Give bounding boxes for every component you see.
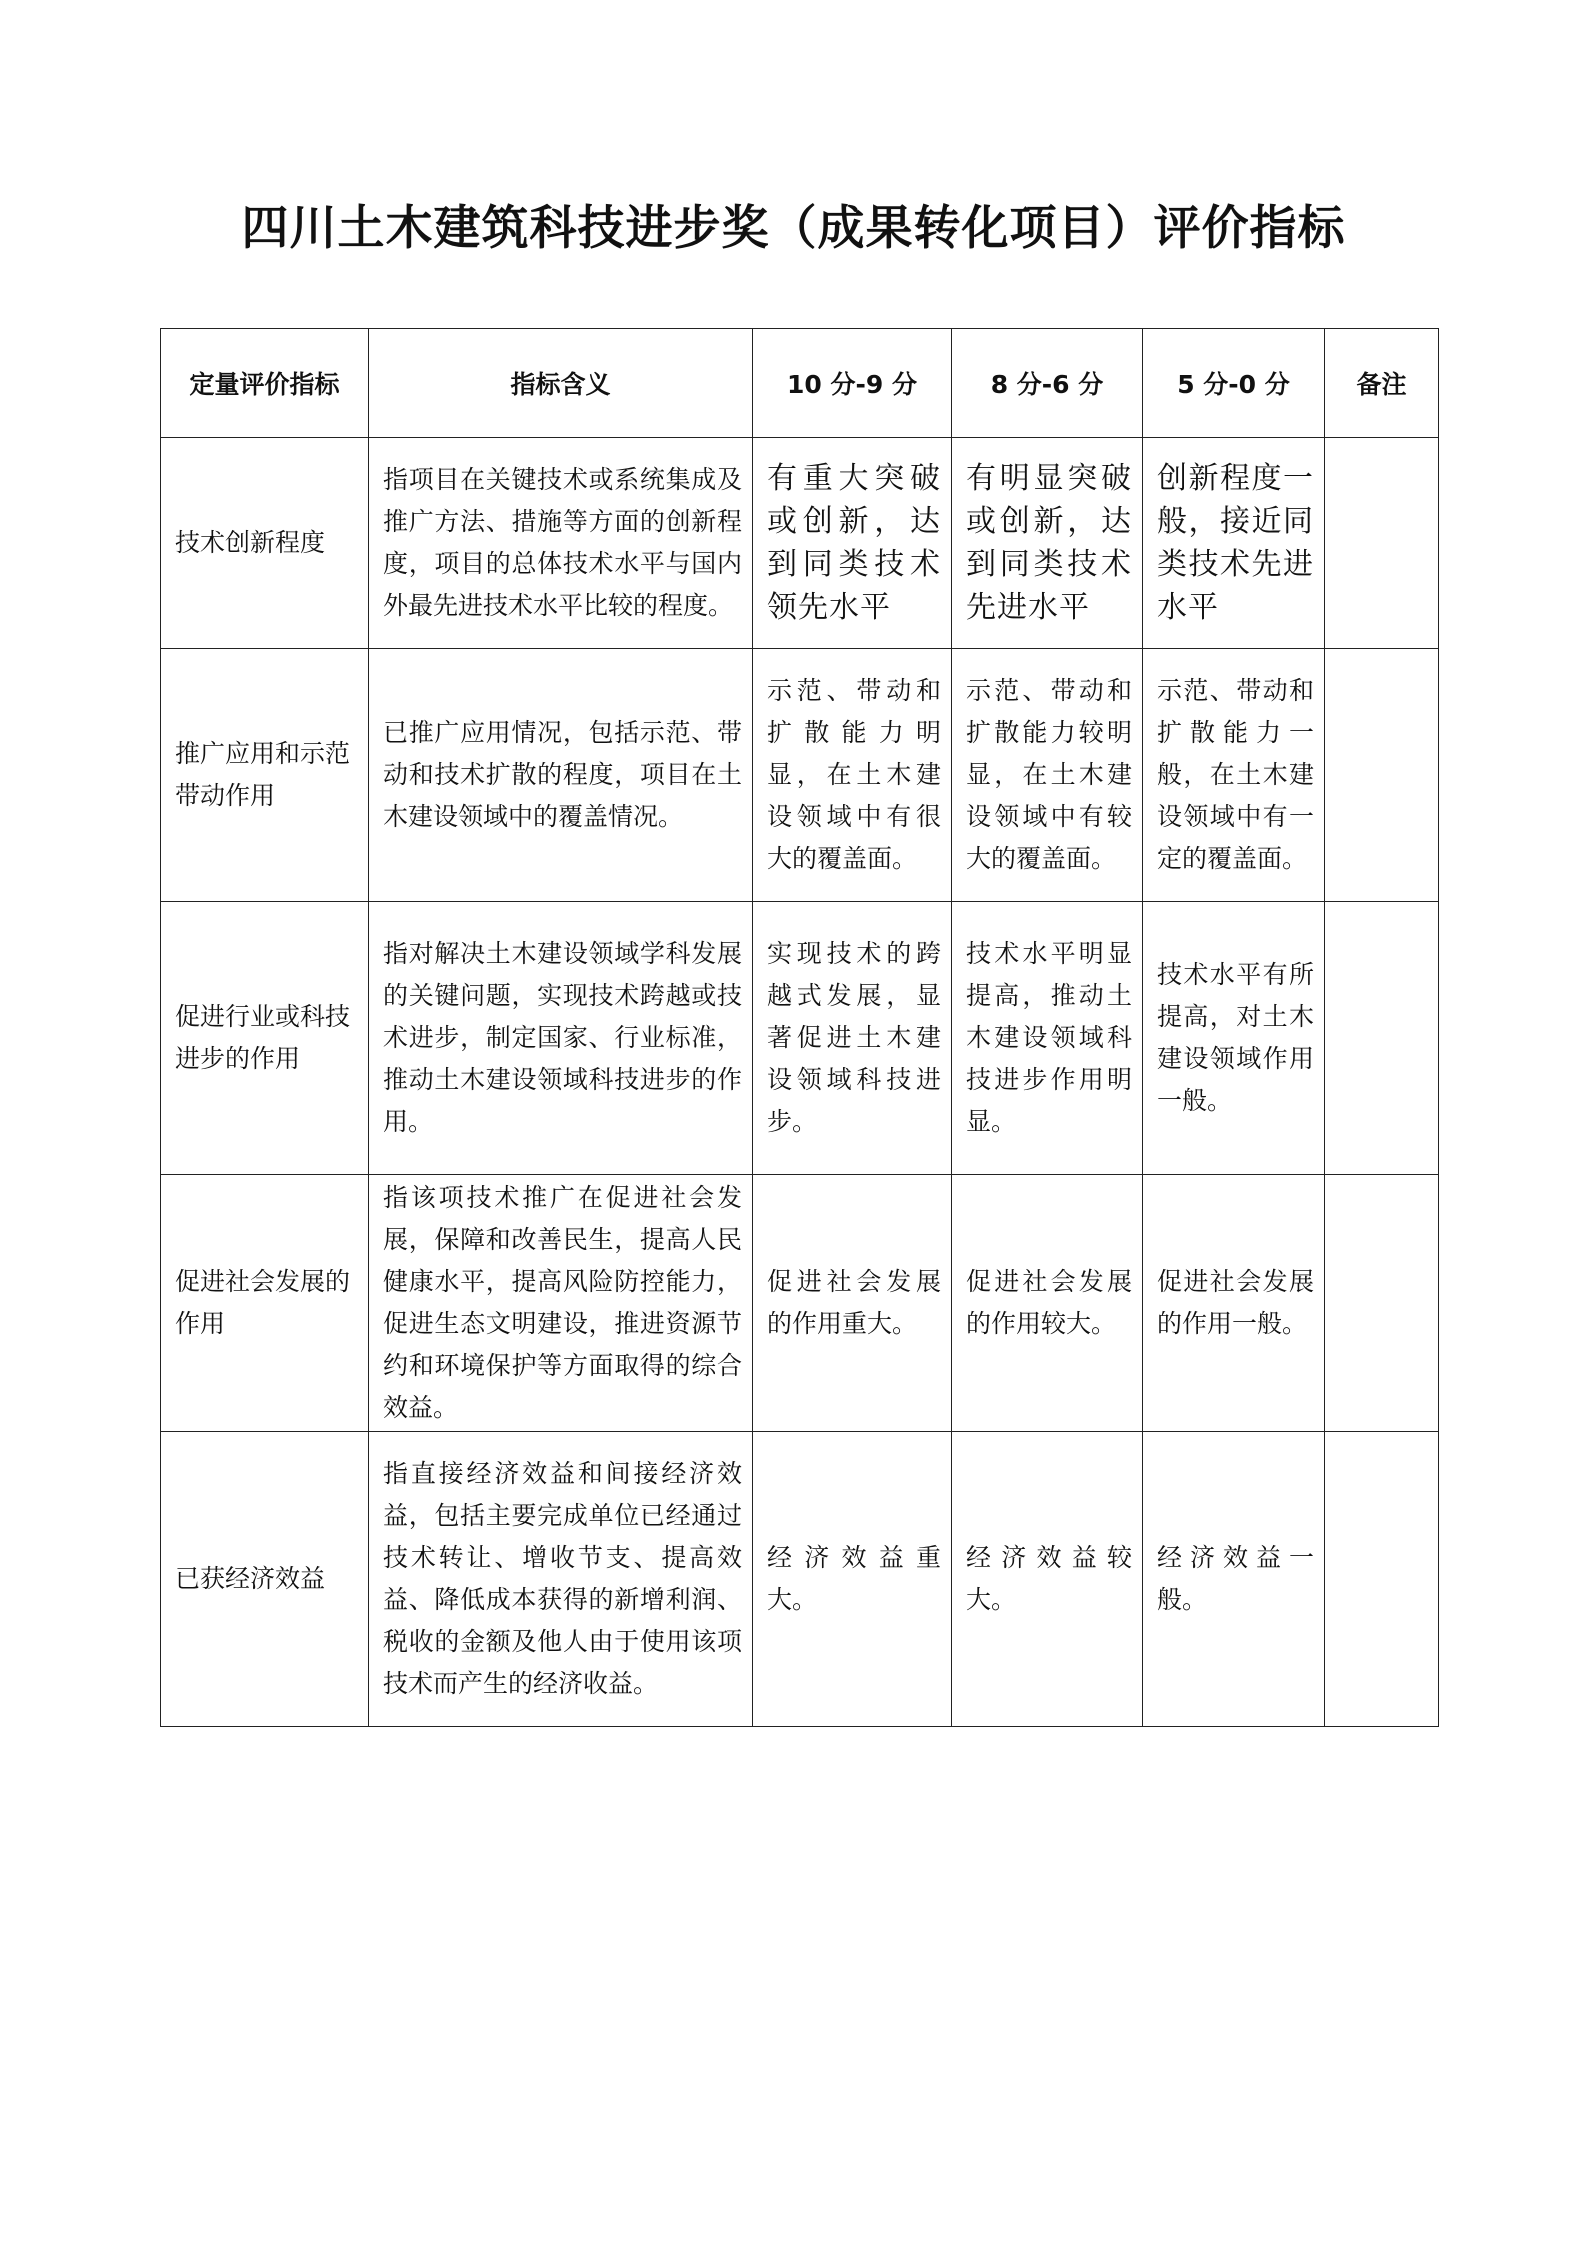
table-row: [161, 902, 1439, 1175]
score-10-9-cell: 有重大突破或创新，达到同类技术领先水平: [753, 438, 952, 649]
table-row: [161, 438, 1439, 649]
score-10-9-cell: 促进社会发展的作用重大。: [753, 1175, 952, 1432]
score-10-9-cell: 经济效益重大。: [753, 1432, 952, 1727]
score-10-9-cell: 示范、带动和扩散能力明显，在土木建设领域中有很大的覆盖面。: [753, 649, 952, 902]
note-cell: [1325, 1432, 1439, 1727]
meaning-cell: 指直接经济效益和间接经济效益，包括主要完成单位已经通过技术转让、增收节支、提高效益、降低成本获得的新增利润、税收的金额及他人由于使用该项技术而产生的经济收益。: [369, 1432, 753, 1727]
meaning-cell: 指该项技术推广在促进社会发展，保障和改善民生，提高人民健康水平，提高风险防控能力，促进生态文明建设，推进资源节约和环境保护等方面取得的综合效益。: [369, 1175, 753, 1432]
note-cell: [1325, 649, 1439, 902]
score-5-0-cell: 技术水平有所提高，对土木建设领域作用一般。: [1143, 902, 1325, 1175]
header-indicator: 定量评价指标: [161, 329, 369, 438]
indicator-cell: 已获经济效益: [161, 1432, 369, 1727]
meaning-cell: 已推广应用情况，包括示范、带动和技术扩散的程度，项目在土木建设领域中的覆盖情况。: [369, 649, 753, 902]
page-title: 四川土木建筑科技进步奖（成果转化项目）评价指标: [241, 201, 1346, 256]
score-10-9-cell: 实现技术的跨越式发展，显著促进土木建设领域科技进步。: [753, 902, 952, 1175]
header-note: 备注: [1325, 329, 1439, 438]
header-meaning: 指标含义: [369, 329, 753, 438]
score-8-6-cell: 有明显突破或创新，达到同类技术先进水平: [952, 438, 1143, 649]
table-row: [161, 1432, 1439, 1727]
header-score-10-9: 10 分-9 分: [753, 329, 952, 438]
score-8-6-cell: 技术水平明显提高，推动土木建设领域科技进步作用明显。: [952, 902, 1143, 1175]
table-header-row: [161, 329, 1439, 438]
score-8-6-cell: 示范、带动和扩散能力较明显，在土木建设领域中有较大的覆盖面。: [952, 649, 1143, 902]
note-cell: [1325, 1175, 1439, 1432]
indicator-cell: 促进社会发展的作用: [161, 1175, 369, 1432]
header-score-5-0: 5 分-0 分: [1143, 329, 1325, 438]
header-score-8-6: 8 分-6 分: [952, 329, 1143, 438]
score-5-0-cell: 创新程度一般，接近同类技术先进水平: [1143, 438, 1325, 649]
table-row: [161, 649, 1439, 902]
indicator-cell: 技术创新程度: [161, 438, 369, 649]
meaning-cell: 指项目在关键技术或系统集成及推广方法、措施等方面的创新程度，项目的总体技术水平与国内外最先进技术水平比较的程度。: [369, 438, 753, 649]
indicator-cell: 促进行业或科技进步的作用: [161, 902, 369, 1175]
score-5-0-cell: 促进社会发展的作用一般。: [1143, 1175, 1325, 1432]
note-cell: [1325, 902, 1439, 1175]
evaluation-table: [160, 328, 1439, 1727]
score-5-0-cell: 经济效益一般。: [1143, 1432, 1325, 1727]
score-8-6-cell: 促进社会发展的作用较大。: [952, 1175, 1143, 1432]
indicator-cell: 推广应用和示范带动作用: [161, 649, 369, 902]
note-cell: [1325, 438, 1439, 649]
meaning-cell: 指对解决土木建设领域学科发展的关键问题，实现技术跨越或技术进步，制定国家、行业标准，推动土木建设领域科技进步的作用。: [369, 902, 753, 1175]
table-row: [161, 1175, 1439, 1432]
score-5-0-cell: 示范、带动和扩散能力一般，在土木建设领域中有一定的覆盖面。: [1143, 649, 1325, 902]
score-8-6-cell: 经济效益较大。: [952, 1432, 1143, 1727]
